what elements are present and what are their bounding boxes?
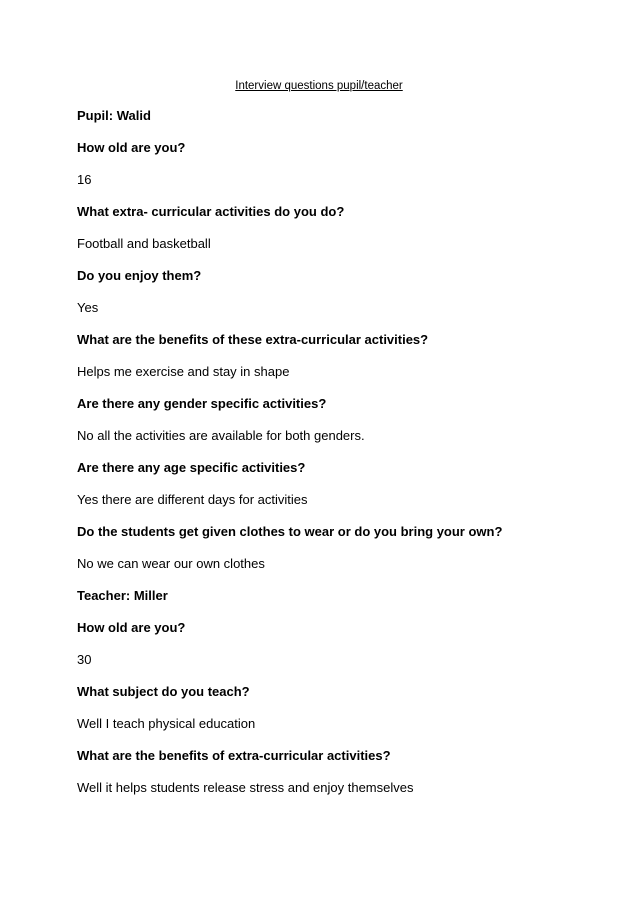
question-pupil-age: How old are you? xyxy=(77,140,186,155)
answer-activities: Football and basketball xyxy=(77,236,211,251)
answer-enjoy: Yes xyxy=(77,300,99,315)
question-teacher-age: How old are you? xyxy=(77,620,186,635)
question-activities: What extra- curricular activities do you do? xyxy=(77,204,345,219)
answer-age-specific: Yes there are different days for activities xyxy=(77,492,308,507)
answer-teacher-age: 30 xyxy=(77,652,92,667)
question-gender: Are there any gender specific activities? xyxy=(77,396,327,411)
question-enjoy: Do you enjoy them? xyxy=(77,268,202,283)
question-benefits-teacher: What are the benefits of extra-curricular activities? xyxy=(77,748,391,763)
question-clothes: Do the students get given clothes to wear or do you bring your own? xyxy=(77,524,503,539)
teacher-heading: Teacher: Miller xyxy=(77,588,168,603)
answer-benefits-pupil: Helps me exercise and stay in shape xyxy=(77,364,290,379)
document-title: Interview questions pupil/teacher xyxy=(235,80,403,92)
question-age-specific: Are there any age specific activities? xyxy=(77,460,306,475)
answer-clothes: No we can wear our own clothes xyxy=(77,556,265,571)
answer-subject: Well I teach physical education xyxy=(77,716,256,731)
answer-pupil-age: 16 xyxy=(77,172,92,187)
document-content xyxy=(77,107,597,811)
pupil-heading: Pupil: Walid xyxy=(77,108,151,123)
question-benefits-pupil: What are the benefits of these extra-curricular activities? xyxy=(77,332,429,347)
answer-benefits-teacher: Well it helps students release stress and enjoy themselves xyxy=(77,780,414,795)
question-subject: What subject do you teach? xyxy=(77,684,250,699)
answer-gender: No all the activities are available for both genders. xyxy=(77,428,365,443)
